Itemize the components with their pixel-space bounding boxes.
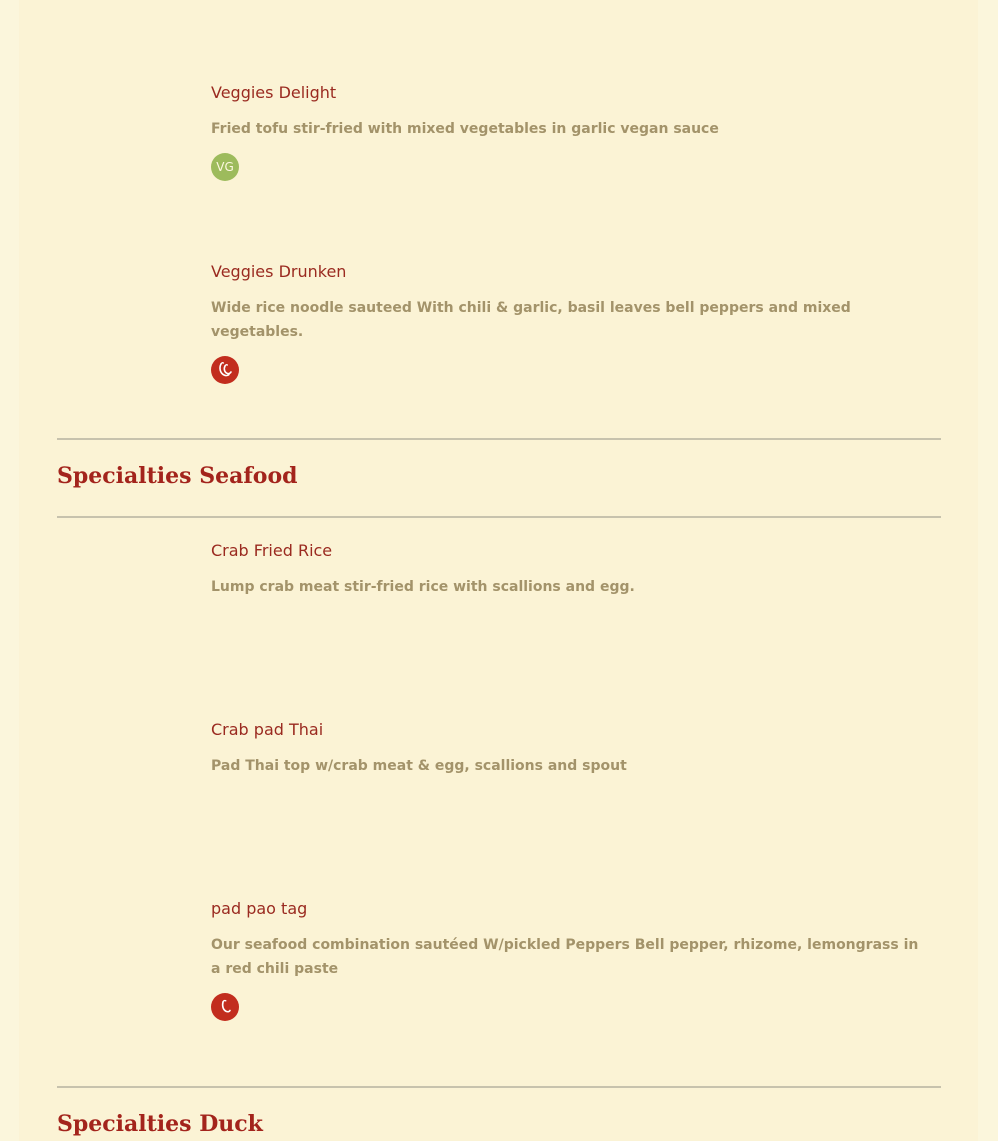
menu-item-name: Veggies Delight (211, 83, 337, 102)
menu-item-description: Our seafood combination sautéed W/pickled Peppers Bell pepper, rhizome, lemongrass in a red chili paste (211, 937, 919, 977)
vegan-badge-icon: VG (211, 153, 239, 181)
menu-item-name: Crab Fried Rice (211, 541, 333, 560)
section-title-duck: Specialties Duck (57, 1111, 263, 1137)
menu-item (211, 720, 931, 778)
menu-item-description: Pad Thai top w/crab meat & egg, scallions and spout (211, 758, 627, 774)
chili-pepper-icon (211, 356, 239, 384)
section-title-seafood: Specialties Seafood (57, 463, 298, 489)
menu-item-badges (211, 356, 931, 384)
section-divider (57, 438, 941, 440)
menu-item (211, 83, 931, 181)
menu-item-description: Fried tofu stir-fried with mixed vegetables in garlic vegan sauce (211, 121, 719, 137)
chili-pepper-icon (211, 993, 239, 1021)
section-divider (57, 1086, 941, 1088)
section-divider (57, 516, 941, 518)
menu-item-name: Veggies Drunken (211, 262, 347, 281)
menu-item-badges (211, 153, 931, 181)
menu-item-description: Wide rice noodle sauteed With chili & garlic, basil leaves bell peppers and mixed vegetables. (211, 300, 851, 340)
menu-item (211, 262, 931, 384)
menu-item-name: Crab pad Thai (211, 720, 324, 739)
menu-item (211, 899, 931, 1021)
menu-item-badges (211, 993, 931, 1021)
menu-item (211, 541, 931, 599)
menu-item-name: pad pao tag (211, 899, 308, 918)
menu-item-description: Lump crab meat stir-fried rice with scallions and egg. (211, 579, 635, 595)
